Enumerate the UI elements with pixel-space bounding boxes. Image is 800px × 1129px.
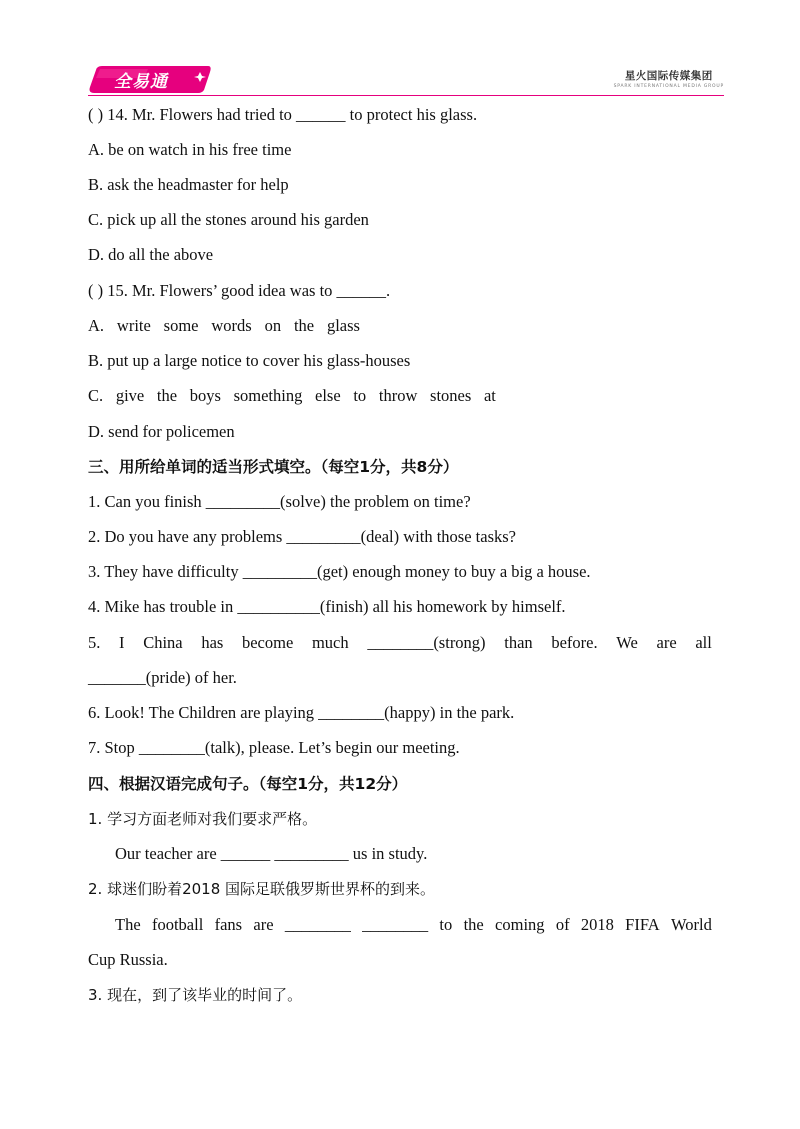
translate-item-2-continued: Cup Russia. <box>88 950 168 969</box>
fill-item-6: 6. Look! The Children are playing ________(happy) in the park. <box>88 703 515 722</box>
word: write <box>116 316 151 335</box>
page-header <box>88 62 724 100</box>
word: 2018 <box>580 915 614 934</box>
word: give <box>115 386 145 405</box>
translate-item-3-chinese: 3. 现在，到了该毕业的时间了。 <box>88 986 303 1004</box>
word: on <box>264 316 282 335</box>
fill-item-1: 1. Can you finish _________(solve) the problem on time? <box>88 492 471 511</box>
word: throw <box>378 386 418 405</box>
word: ________(strong) <box>367 633 486 652</box>
word: else <box>315 386 341 405</box>
word: stones <box>430 386 472 405</box>
fill-item-7: 7. Stop ________(talk), please. Let’s begin our meeting. <box>88 738 460 757</box>
word: than <box>504 633 533 652</box>
fill-item-5-continued: _______(pride) of her. <box>88 668 237 687</box>
word: something <box>233 386 303 405</box>
word: China <box>143 633 183 652</box>
word: boys <box>189 386 221 405</box>
translate-item-1-english: Our teacher are ______ _________ us in study. <box>115 844 428 863</box>
word: before. <box>551 633 598 652</box>
question-15: ( ) 15. Mr. Flowers’ good idea was to ______. <box>88 281 391 300</box>
word: the <box>156 386 178 405</box>
word: glass <box>326 316 360 335</box>
translate-item-2-english <box>115 915 712 935</box>
section-4-heading: 四、根据汉语完成句子。（每空1分，共12分） <box>88 775 408 793</box>
fill-item-3: 3. They have difficulty _________(get) enough money to buy a big a house. <box>88 562 591 581</box>
publisher-subtitle: SPARK INTERNATIONAL MEDIA GROUP <box>613 84 724 89</box>
word: FIFA <box>625 915 660 934</box>
word: become <box>241 633 294 652</box>
word: some <box>163 316 199 335</box>
option-14c: C. pick up all the stones around his garden <box>88 210 369 229</box>
word: at <box>483 386 496 405</box>
word: fans <box>214 915 243 934</box>
question-14: ( ) 14. Mr. Flowers had tried to ______ to protect his glass. <box>88 105 478 124</box>
translate-item-1-chinese: 1. 学习方面老师对我们要求严格。 <box>88 810 318 828</box>
word: the <box>463 915 484 934</box>
word: The <box>115 915 141 934</box>
word: are <box>656 633 677 652</box>
word: A. <box>88 316 105 335</box>
brand-logo <box>88 64 212 94</box>
word: to <box>439 915 453 934</box>
publisher-mark <box>614 68 724 89</box>
word: are <box>253 915 274 934</box>
section-3-heading: 三、用所给单词的适当形式填空。（每空1分，共8分） <box>88 458 459 476</box>
fill-item-5 <box>88 633 712 653</box>
option-14d: D. do all the above <box>88 245 214 264</box>
word: football <box>151 915 204 934</box>
word: much <box>311 633 349 652</box>
word: We <box>616 633 638 652</box>
word: to <box>353 386 367 405</box>
translate-item-2-chinese: 2. 球迷们盼着2018 国际足联俄罗斯世界杯的到来。 <box>88 880 436 898</box>
word: words <box>211 316 252 335</box>
publisher-name: 星火国际传媒集团 <box>624 70 713 82</box>
word: has <box>201 633 224 652</box>
word: I <box>119 633 125 652</box>
fill-item-4: 4. Mike has trouble in __________(finish) all his homework by himself. <box>88 597 566 616</box>
word: all <box>695 633 712 652</box>
fill-item-2: 2. Do you have any problems _________(deal) with those tasks? <box>88 527 517 546</box>
word: the <box>293 316 315 335</box>
word: World <box>671 915 712 934</box>
word: ________ <box>284 915 351 934</box>
option-15b: B. put up a large notice to cover his glass-houses <box>88 351 411 370</box>
word: of <box>555 915 570 934</box>
option-14a: A. be on watch in his free time <box>88 140 292 159</box>
option-15d: D. send for policemen <box>88 422 235 441</box>
option-14b: B. ask the headmaster for help <box>88 175 289 194</box>
word: C. <box>88 386 104 405</box>
word: ________ <box>362 915 429 934</box>
word: coming <box>495 915 545 934</box>
option-15c <box>88 386 496 406</box>
option-15a <box>88 316 360 336</box>
header-divider <box>88 95 724 96</box>
word: 5. <box>88 633 101 652</box>
logo-text: 全易通 <box>114 72 168 92</box>
